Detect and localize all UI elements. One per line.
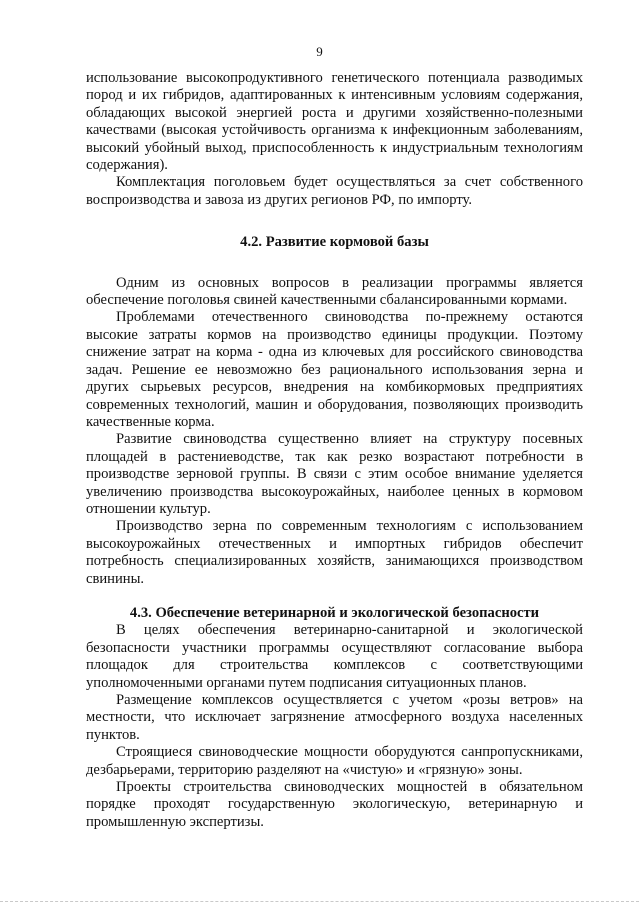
section-4-3-paragraph-2: Размещение комплексов осуществляется с учетом «розы ветров» на местности, что исключает загрязнение атмосферного воздуха населенных пунктов. (86, 692, 583, 743)
page-body (86, 70, 583, 831)
intro-paragraph-1: использование высокопродуктивного генетического потенциала разводимых пород и их гибридов, адаптированных к интенсивным условиям содержания, обладающих высокой энергией роста и другими хозяйственно-полезными качествами (высокая устойчивость организма к инфекционным заболеваниям, высокий убойный выход, приспособленность к индустриальным технологиям содержания). (86, 70, 583, 174)
page-number: 9 (316, 44, 323, 59)
section-4-2-paragraph-4: Производство зерна по современным технологиям с использованием высокоурожайных отечественных и импортных гибридов обеспечит потребность специализированных хозяйств, занимающихся производством свинины. (86, 518, 583, 587)
section-4-2-paragraph-3: Развитие свиноводства существенно влияет на структуру посевных площадей в растениеводстве, так как резко возрастают потребности в производстве зерновой группы. В связи с этим особое внимание уделяется увеличению производства высокоурожайных, наиболее ценных в кормовом отношении культур. (86, 431, 583, 517)
section-4-3-paragraph-1: В целях обеспечения ветеринарно-санитарной и экологической безопасности участники программы осуществляют согласование выбора площадок для строительства комплексов с соответствующими уполномоченными органами путем подписания ситуационных планов. (86, 622, 583, 691)
section-4-2-heading: 4.2. Развитие кормовой базы (240, 234, 429, 251)
intro-paragraph-2: Комплектация поголовьем будет осуществляться за счет собственного воспроизводства и завоза из других регионов РФ, по импорту. (86, 174, 583, 208)
section-4-3-heading: 4.3. Обеспечение ветеринарной и экологической безопасности (129, 604, 540, 621)
section-4-2-paragraph-2: Проблемами отечественного свиноводства по-прежнему остаются высокие затраты кормов на производство единицы продукции. Поэтому снижение затрат на корма - одна из ключевых для российского свиноводства задач. Решение ее невозможно без рационального использования зерна и других сырьевых ресурсов, внедрения на комбикормовых предприятиях современных технологий, машин и оборудования, позволяющих производить качественные корма. (86, 309, 583, 430)
section-4-2-paragraph-1: Одним из основных вопросов в реализации программы является обеспечение поголовья свиней качественными сбалансированными кормами. (86, 274, 583, 309)
section-4-3-paragraph-3: Строящиеся свиноводческие мощности оборудуются санпропускниками, дезбарьерами, территорию разделяют на «чистую» и «грязную» зоны. (86, 744, 583, 778)
scan-edge-line (0, 901, 639, 902)
section-4-3-paragraph-4: Проекты строительства свиноводческих мощностей в обязательном порядке проходят государственную экологическую, ветеринарную и промышленную экспертизы. (86, 779, 583, 830)
